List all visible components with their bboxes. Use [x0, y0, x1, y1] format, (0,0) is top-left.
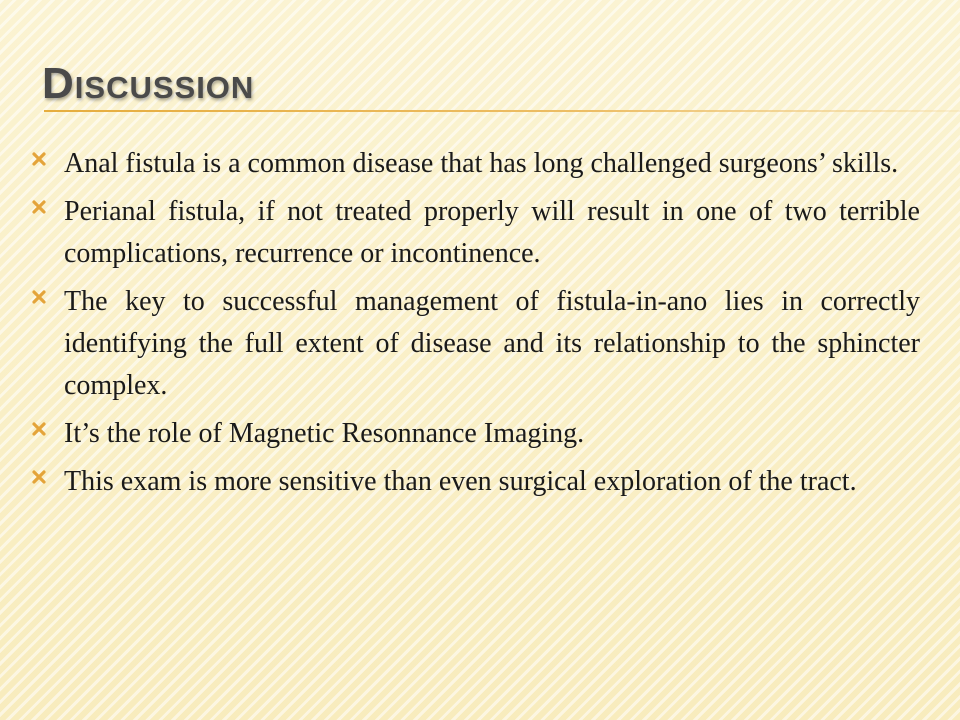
bullet-item	[32, 143, 920, 185]
x-mark-icon	[32, 422, 46, 436]
x-mark-icon	[32, 200, 46, 214]
bullet-text: It’s the role of Magnetic Resonnance Imaging.	[64, 418, 585, 449]
x-mark-icon	[32, 290, 46, 304]
bullet-list	[32, 143, 920, 509]
slide-title: Discussion	[42, 59, 255, 108]
title-underline	[44, 110, 960, 112]
x-mark-icon	[32, 152, 46, 166]
x-mark-icon	[32, 470, 46, 484]
bullet-text: The key to successful management of fistula-in-ano lies in correctly identifying the full extent of disease and its relationship to the sphincter complex.	[64, 286, 920, 401]
bullet-item	[32, 413, 920, 455]
bullet-item	[32, 191, 920, 275]
bullet-text: Anal fistula is a common disease that has long challenged surgeons’ skills.	[64, 148, 899, 179]
bullet-item	[32, 461, 920, 503]
bullet-text: This exam is more sensitive than even surgical exploration of the tract.	[64, 466, 857, 497]
bullet-item	[32, 281, 920, 407]
bullet-text: Perianal fistula, if not treated properly will result in one of two terrible complications, recurrence or incontinence.	[64, 196, 920, 269]
